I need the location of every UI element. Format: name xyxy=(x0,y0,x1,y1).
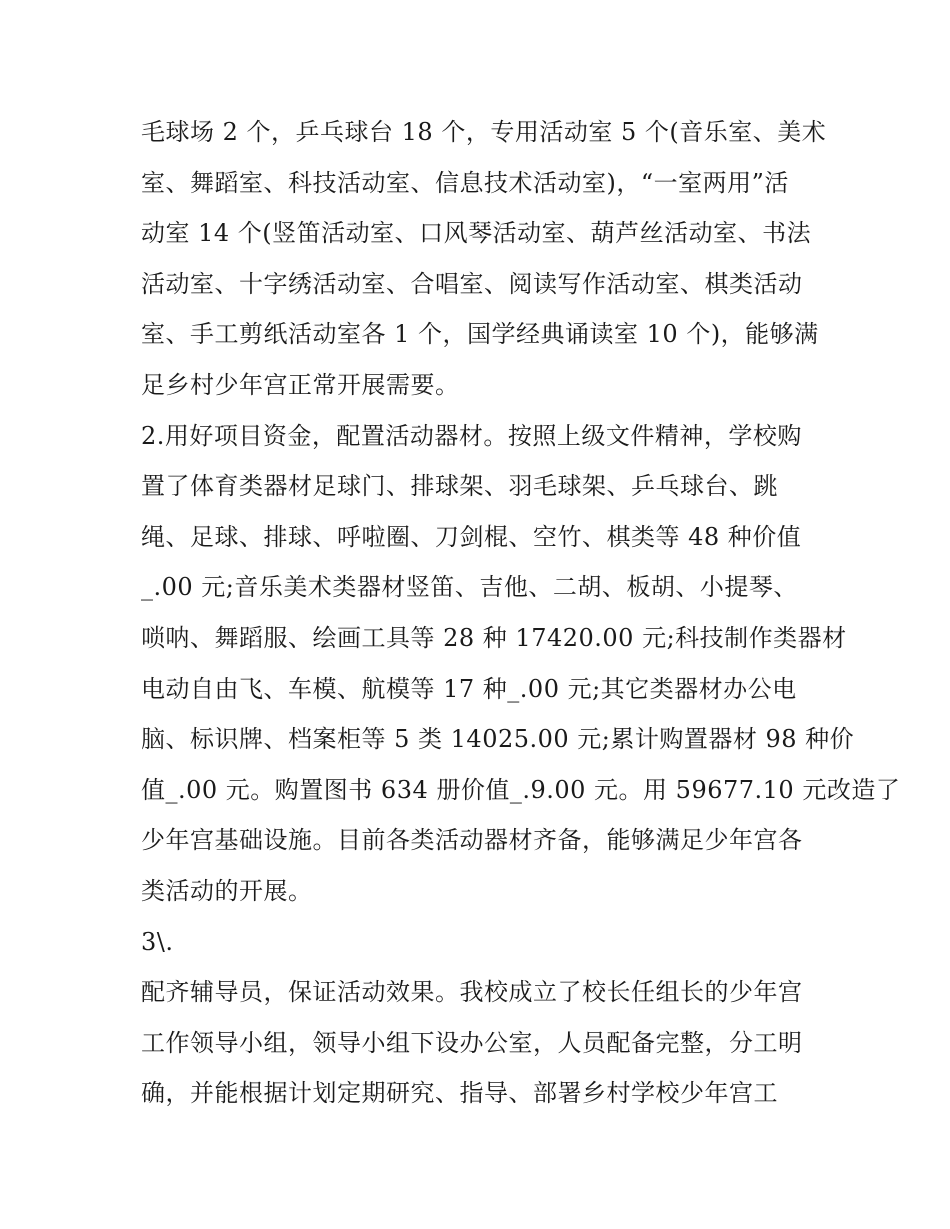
text-line: 电动自由飞、车模、航模等 17 种_.00 元;其它类器材办公电 xyxy=(141,674,797,703)
text-line: 配齐辅导员，保证活动效果。我校成立了校长任组长的少年宫 xyxy=(141,978,803,1007)
text-line: 工作领导小组，领导小组下设办公室，人员配备完整，分工明 xyxy=(141,1028,803,1057)
text-line: 类活动的开展。 xyxy=(141,876,313,905)
text-line: 确，并能根据计划定期研究、指导、部署乡村学校少年宫工 xyxy=(141,1079,778,1108)
text-line: 室、舞蹈室、科技活动室、信息技术活动室)，“一室两用”活 xyxy=(141,168,789,197)
text-line: 足乡村少年宫正常开展需要。 xyxy=(141,370,460,399)
text-line: 动室 14 个(竖笛活动室、口风琴活动室、葫芦丝活动室、书法 xyxy=(141,219,812,248)
text-line: 2.用好项目资金，配置活动器材。按照上级文件精神，学校购 xyxy=(141,421,802,450)
text-line: 值_.00 元。购置图书 634 册价值_.9.00 元。用 59677.10 元改造了 xyxy=(141,775,901,804)
document-body xyxy=(141,107,901,1119)
text-line: 毛球场 2 个，乒乓球台 18 个，专用活动室 5 个(音乐室、美术 xyxy=(141,118,827,146)
text-line: 绳、足球、排球、呼啦圈、刀剑棍、空竹、棋类等 48 种价值 xyxy=(141,522,802,551)
text-line: 活动室、十字绣活动室、合唱室、阅读写作活动室、棋类活动 xyxy=(141,269,803,298)
text-line: _.00 元;音乐美术类器材竖笛、吉他、二胡、板胡、小提琴、 xyxy=(141,573,798,602)
text-line: 脑、标识牌、档案柜等 5 类 14025.00 元;累计购置器材 98 种价 xyxy=(141,725,855,754)
text-line: 少年宫基础设施。目前各类活动器材齐备，能够满足少年宫各 xyxy=(141,826,803,855)
text-line: 3\. xyxy=(141,927,174,956)
text-line: 置了体育类器材足球门、排球架、羽毛球架、乒乓球台、跳 xyxy=(141,472,778,501)
text-line: 室、手工剪纸活动室各 1 个，国学经典诵读室 10 个)，能够满 xyxy=(141,320,819,349)
text-line: 唢呐、舞蹈服、绘画工具等 28 种 17420.00 元;科技制作类器材 xyxy=(141,623,847,652)
